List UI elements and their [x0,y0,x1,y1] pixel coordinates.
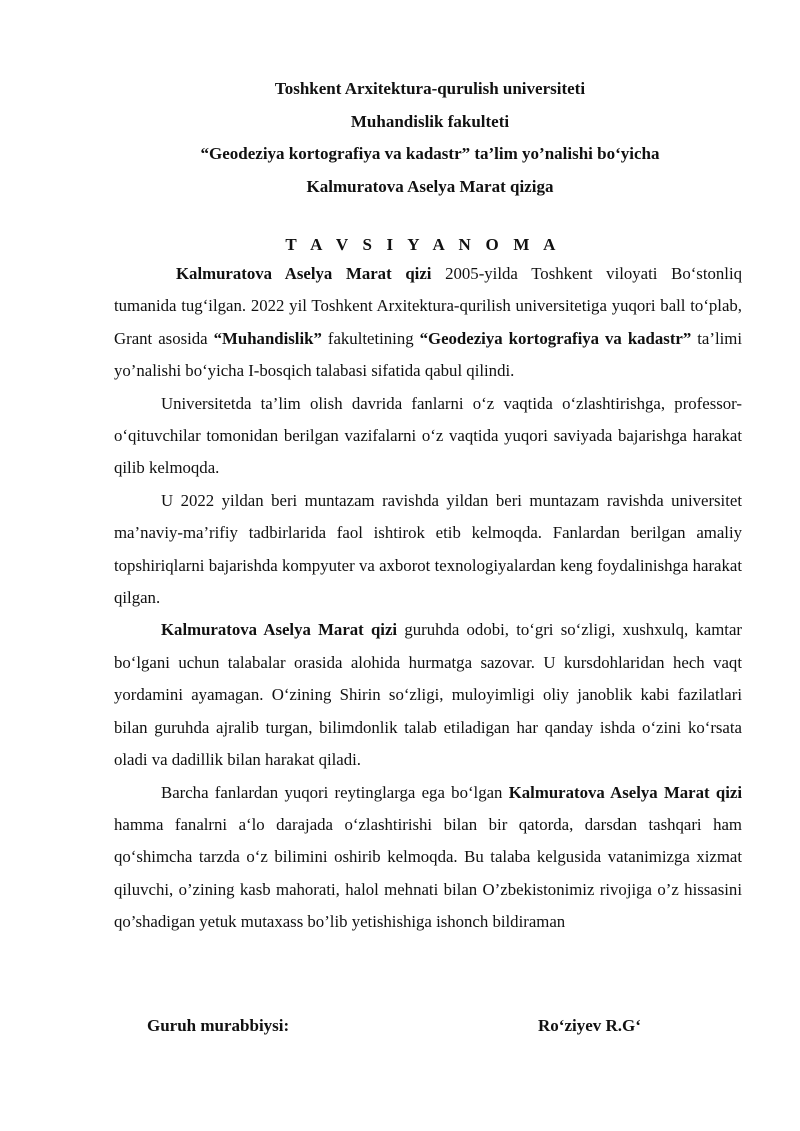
faculty-name: Muhandislik fakulteti [350,111,510,131]
student-name: Kalmuratova Aselya Marat qizi [508,782,742,802]
letter-body [114,258,742,939]
signature-name: Ro‘ziyev R.G‘ [538,1016,641,1035]
program-highlight: “Geodeziya kortografiya va kadastr” [419,328,692,348]
paragraph-1-text-c: ta’limi yo’nalishi bo‘yicha I-bosqich talabasi sifatida qabul qilindi. [114,328,743,381]
paragraph-3: U 2022 yildan beri muntazam ravishda yildan beri muntazam ravishda universitet ma’naviy-ma’rifiy tadbirlarida faol ishtirok etib kelmoqda. Fanlardan berilgan amaliy topshiriqlarni bajarishda kompyuter va axborot texnologiyalardan keng foydalinishga harakat qilgan. [114,490,742,608]
paragraph-1-text-a: 2005-yilda Toshkent viloyati Bo‘stonliq tumanida tug‘ilgan. 2022 yil Toshkent Arxitektura-qurilish universitetiga yuqori ball to‘plab, Grant asosida [114,264,742,348]
recipient-name: Kalmuratova Aselya Marat qiziga [306,176,554,196]
student-name: Kalmuratova Aselya Marat qizi [176,264,432,283]
paragraph-1-text-b: fakultetining [321,328,420,348]
program-name: “Geodeziya kortografiya va kadastr” ta’lim yo’nalishi bo‘yicha [200,144,660,163]
student-name: Kalmuratova Aselya Marat qizi [161,620,398,640]
paragraph-2: Universitetda ta’lim olish davrida fanlarni o‘z vaqtida o‘zlashtirishga, professor-o‘qituvchilar tomonidan berilgan vazifalarni o‘z vaqtida yuqori saviyada bajarishga harakat qilib kelmoqda. [114,393,742,478]
paragraph-5-text-b: hamma fanalrni a‘lo darajada o‘zlashtirishi bilan bir qatorda, darsdan tashqari ham qo‘shimcha tarzda o‘z bilimini oshirib kelmoqda. Bu talaba kelgusida vatanimizga xizmat qiluvchi, o’zining kasb mahorati, halol mehnati bilan O’zbekistonimiz rivojiga o’z hissasini qo’shadigan yetuk mutaxass bo’lib yetishishiga ishonch bildiraman [114,814,742,932]
document-title: T A V S I Y A N O M A [285,235,561,254]
signature-role: Guruh murabbiysi: [147,1016,290,1035]
paragraph-5-text-a: Barcha fanlardan yuqori reytinglarga ega bo‘lgan [161,782,509,802]
paragraph-5 [114,777,742,939]
faculty-highlight: “Muhandislik” [213,328,322,348]
paragraph-4-text: guruhda odobi, to‘gri so‘zligi, xushxulq, kamtar bo‘lgani uchun talabalar orasida alohida hurmatga sazovar. U kursdohlaridan hech vaqt yordamini ayamagan. O‘zining Shirin so‘zligi, muloyimligi oliy janoblik kabi fazilatlari bilan guruhda ajralib turgan, bilimdonlik talab etiladigan har qanday ishda o‘zini ko‘rsata oladi va dadillik bilan harakat qiladi. [114,620,743,770]
paragraph-4 [114,614,742,776]
university-name: Toshkent Arxitektura-qurulish universiteti [274,79,586,98]
paragraph-1 [114,258,742,388]
letter-header [0,73,800,203]
